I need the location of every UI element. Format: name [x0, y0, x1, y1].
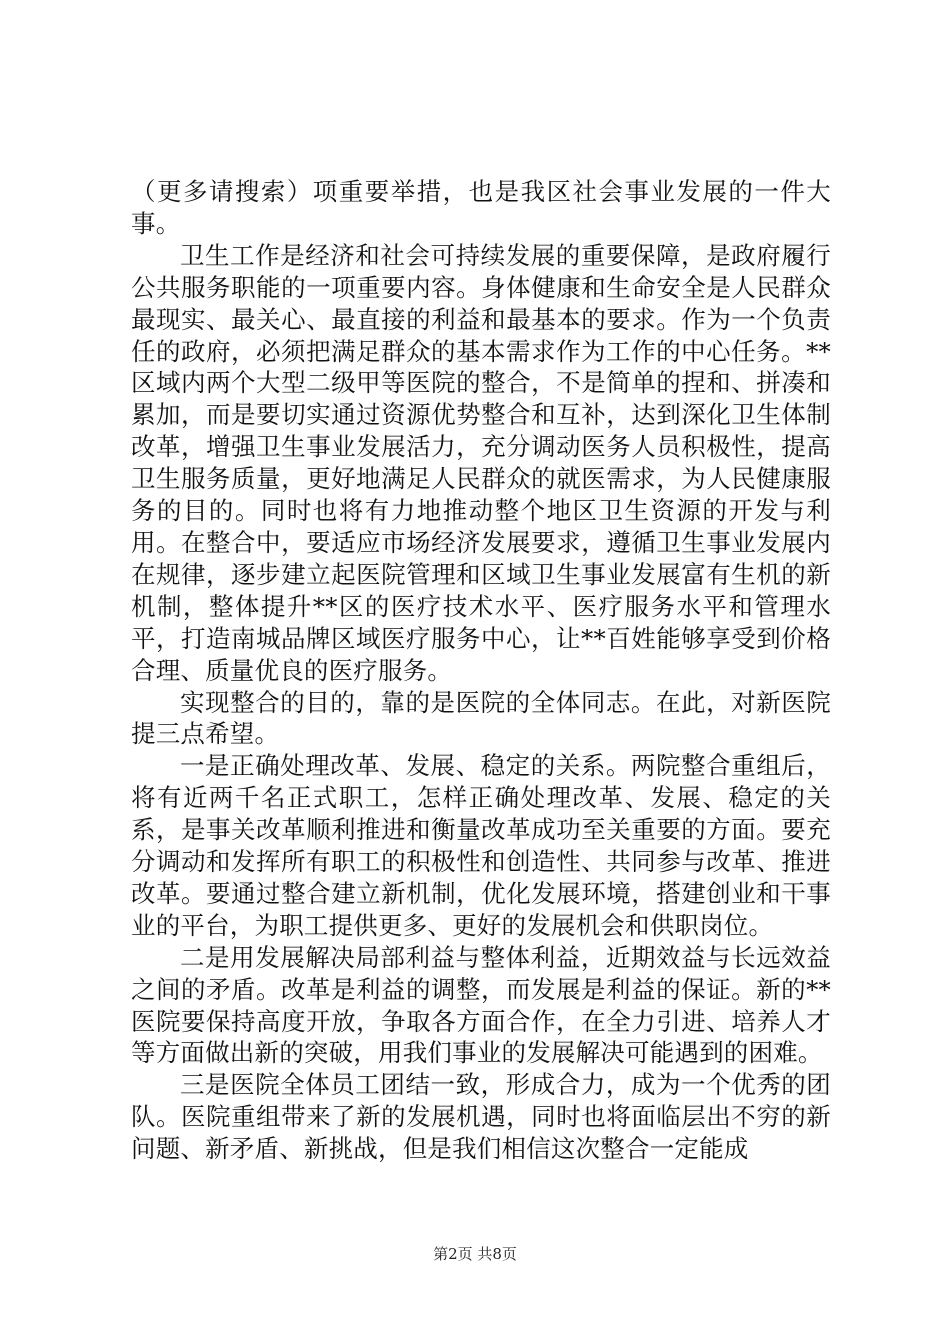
paragraph-hope-three: 三是医院全体员工团结一致，形成合力，成为一个优秀的团队。医院重组带来了新的发展机遇，同时也将面临层出不穷的新问题、新矛盾、新挑战，但是我们相信这次整合一定能成: [131, 1070, 831, 1164]
page-number-footer: 第2页 共8页: [433, 1245, 517, 1263]
document-body: [131, 176, 831, 1165]
paragraph-three-hopes-intro: 实现整合的目的，靠的是医院的全体同志。在此，对新医院提三点希望。: [131, 687, 831, 749]
paragraph-continuation: （更多请搜索）项重要举措，也是我区社会事业发展的一件大事。: [131, 177, 831, 238]
paragraph-health-work: 卫生工作是经济和社会可持续发展的重要保障，是政府履行公共服务职能的一项重要内容。身体健康和生命安全是人民群众最现实、最关心、最直接的利益和最基本的要求。作为一个负责任的政府，必须把满足群众的基本需求作为工作的中心任务。**区域内两个大型二级甲等医院的整合，不是简单的捏和、拼凑和累加，而是要切实通过资源优势整合和互补，达到深化卫生体制改革，增强卫生事业发展活力，充分调动医务人员积极性，提高卫生服务质量，更好地满足人民群众的就医需求，为人民健康服务的目的。同时也将有力地推动整个地区卫生资源的开发与利用。在整合中，要适应市场经济发展要求，遵循卫生事业发展内在规律，逐步建立起医院管理和区域卫生事业发展富有生机的新机制，整体提升**区的医疗技术水平、医疗服务水平和管理水平，打造南城品牌区域医疗服务中心，让**百姓能够享受到价格合理、质量优良的医疗服务。: [131, 240, 831, 685]
paragraph-hope-one: 一是正确处理改革、发展、稳定的关系。两院整合重组后，将有近两千名正式职工，怎样正确处理改革、发展、稳定的关系，是事关改革顺利推进和衡量改革成功至关重要的方面。要充分调动和发挥所有职工的积极性和创造性、共同参与改革、推进改革。要通过整合建立新机制，优化发展环境，搭建创业和干事业的平台，为职工提供更多、更好的发展机会和供职岗位。: [131, 751, 831, 940]
paragraph-hope-two: 二是用发展解决局部利益与整体利益，近期效益与长远效益之间的矛盾。改革是利益的调整，而发展是利益的保证。新的**医院要保持高度开放，争取各方面合作，在全力引进、培养人才等方面做出新的突破，用我们事业的发展解决可能遇到的困难。: [131, 942, 831, 1068]
